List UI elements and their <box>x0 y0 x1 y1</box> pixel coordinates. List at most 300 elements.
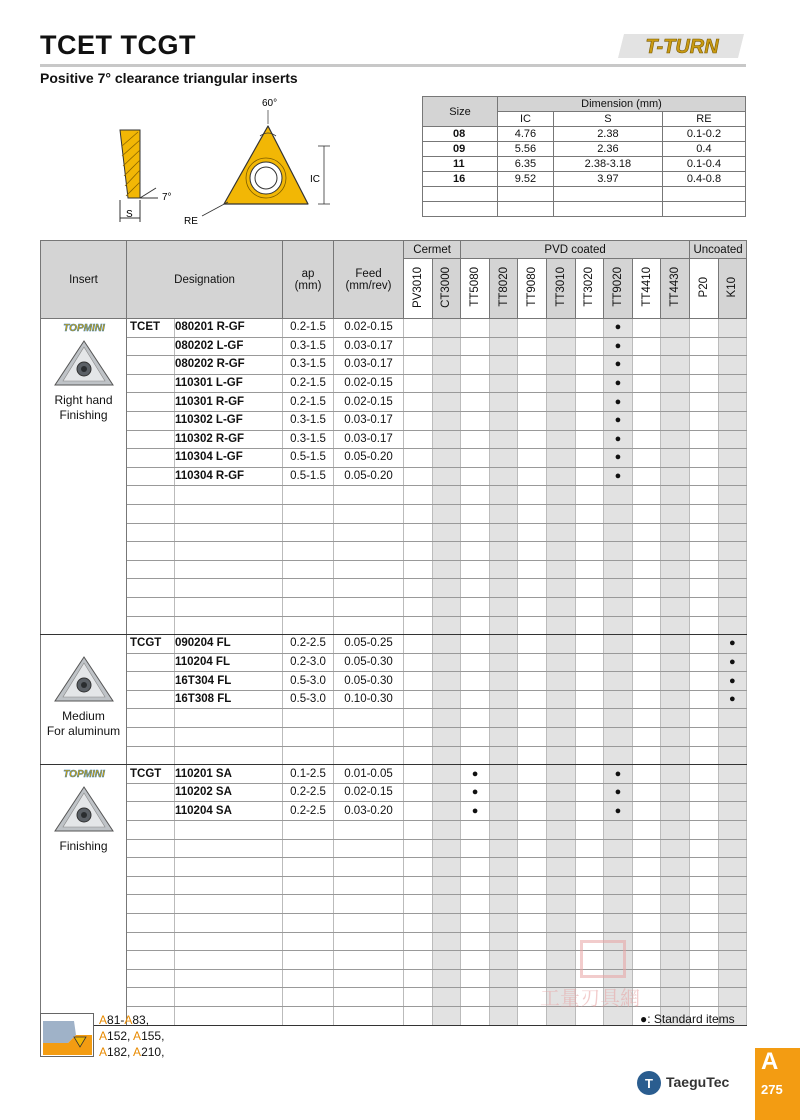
grade-cell <box>489 486 518 505</box>
ref-page[interactable]: 83, <box>132 1013 150 1027</box>
ap-cell <box>283 486 334 505</box>
grade-cell <box>518 616 547 635</box>
grade-cell <box>575 635 604 654</box>
grade-cell <box>461 560 490 579</box>
holder-reference-icon <box>40 1013 94 1057</box>
grade-cell <box>661 783 690 802</box>
grade-cell <box>547 728 576 747</box>
grade-cell <box>718 783 747 802</box>
grade-cell <box>547 616 576 635</box>
grade-cell <box>689 914 718 933</box>
grade-cell <box>461 411 490 430</box>
feed-cell: 0.01-0.05 <box>334 765 404 784</box>
grade-cell <box>404 635 433 654</box>
page-subtitle: Positive 7° clearance triangular inserts <box>40 70 298 86</box>
grade-cell <box>689 560 718 579</box>
reference-links <box>99 1012 164 1060</box>
grade-cell <box>689 467 718 486</box>
standard-item-dot-icon: ● <box>614 339 622 352</box>
designation-cell: 110302 R-GF <box>175 430 283 449</box>
grade-cell <box>689 690 718 709</box>
empty-row <box>41 858 747 877</box>
grade-cell <box>547 411 576 430</box>
ref-page[interactable]: 152, <box>107 1029 134 1043</box>
feed-cell: 0.02-0.15 <box>334 783 404 802</box>
designation-cell: 110301 L-GF <box>175 374 283 393</box>
grade-cell <box>718 932 747 951</box>
grade-cell <box>404 504 433 523</box>
grade-cell <box>718 672 747 691</box>
table-row <box>41 765 747 784</box>
grade-cell <box>518 746 547 765</box>
grade-cell <box>718 746 747 765</box>
grade-cell <box>518 653 547 672</box>
grade-header-tt9020 <box>604 259 633 319</box>
designation-cell <box>175 709 283 728</box>
ap-cell <box>283 876 334 895</box>
grade-cell <box>461 319 490 338</box>
ap-cell <box>283 746 334 765</box>
grade-cell <box>575 746 604 765</box>
grade-cell <box>604 821 633 840</box>
grade-cell <box>689 374 718 393</box>
grade-cell <box>604 616 633 635</box>
feed-header: Feed (mm/rev) <box>334 241 404 319</box>
table-row <box>41 690 747 709</box>
insert-image <box>51 653 117 705</box>
grade-cell <box>604 746 633 765</box>
grade-cell <box>661 914 690 933</box>
page-tab <box>755 1048 800 1120</box>
table-row <box>41 467 747 486</box>
grade-cell <box>461 969 490 988</box>
grade-cell <box>604 319 633 338</box>
feed-cell <box>334 932 404 951</box>
grade-cell <box>632 467 661 486</box>
designation-cell <box>175 1006 283 1025</box>
grade-cell <box>404 895 433 914</box>
grade-cell <box>689 746 718 765</box>
grade-cell <box>432 356 461 375</box>
dimension-size-cell: 16 <box>423 172 498 187</box>
grade-cell <box>432 709 461 728</box>
grade-cell <box>689 839 718 858</box>
series-cell <box>127 560 175 579</box>
ap-cell <box>283 969 334 988</box>
feed-cell: 0.02-0.15 <box>334 393 404 412</box>
empty-row <box>41 951 747 970</box>
grade-cell <box>604 597 633 616</box>
grade-cell <box>404 765 433 784</box>
grade-cell <box>432 951 461 970</box>
grade-cell <box>432 449 461 468</box>
grade-cell <box>604 449 633 468</box>
grade-cell <box>718 969 747 988</box>
series-cell: TCGT <box>127 635 175 654</box>
feed-cell <box>334 895 404 914</box>
ap-cell: 0.5-1.5 <box>283 449 334 468</box>
grade-cell <box>661 876 690 895</box>
dimension-row <box>423 127 746 142</box>
grade-cell <box>718 449 747 468</box>
grade-header-p20 <box>689 259 718 319</box>
grade-cell <box>489 783 518 802</box>
grade-cell <box>661 932 690 951</box>
grade-cell <box>461 765 490 784</box>
grade-cell <box>518 319 547 338</box>
grade-cell <box>718 337 747 356</box>
grade-cell <box>432 802 461 821</box>
grade-cell <box>547 914 576 933</box>
clearance-angle-label: 7° <box>162 192 172 203</box>
grade-cell <box>632 411 661 430</box>
grade-cell <box>632 523 661 542</box>
grade-cell <box>547 746 576 765</box>
grade-cell <box>604 635 633 654</box>
grade-cell <box>689 951 718 970</box>
empty-row <box>41 876 747 895</box>
insert-image <box>51 783 117 835</box>
dimension-row <box>423 172 746 187</box>
insert-application-label: Finishing <box>59 839 108 854</box>
grade-cell <box>461 653 490 672</box>
grade-cell <box>575 337 604 356</box>
grade-cell <box>432 560 461 579</box>
ap-cell: 0.3-1.5 <box>283 430 334 449</box>
ap-cell: 0.1-2.5 <box>283 765 334 784</box>
grade-cell <box>547 858 576 877</box>
grade-cell <box>604 374 633 393</box>
designation-cell: 110202 SA <box>175 783 283 802</box>
grade-cell <box>518 374 547 393</box>
ap-cell <box>283 858 334 877</box>
re-header: RE <box>662 112 745 127</box>
grade-cell <box>518 356 547 375</box>
grade-cell <box>547 560 576 579</box>
grade-cell <box>547 783 576 802</box>
grade-cell <box>604 728 633 747</box>
dimension-s-cell: 2.38 <box>553 127 662 142</box>
grade-cell <box>689 356 718 375</box>
taegutec-logo-icon <box>636 1070 662 1096</box>
grade-cell <box>718 616 747 635</box>
designation-cell: 080202 L-GF <box>175 337 283 356</box>
designation-cell <box>175 746 283 765</box>
series-cell <box>127 597 175 616</box>
grade-label: K10 <box>726 276 739 298</box>
grade-cell <box>432 579 461 598</box>
grade-cell <box>404 523 433 542</box>
grade-label: CT3000 <box>440 266 453 308</box>
grade-cell <box>547 597 576 616</box>
grade-cell <box>604 765 633 784</box>
standard-item-dot-icon: ● <box>614 767 622 780</box>
table-row <box>41 337 747 356</box>
dimension-s-cell: 2.36 <box>553 142 662 157</box>
grade-cell <box>461 635 490 654</box>
grade-cell <box>604 486 633 505</box>
series-cell <box>127 542 175 561</box>
grade-cell <box>604 430 633 449</box>
grade-cell <box>518 876 547 895</box>
designation-cell: 16T304 FL <box>175 672 283 691</box>
grade-cell <box>404 746 433 765</box>
grade-cell <box>718 914 747 933</box>
grade-cell <box>461 579 490 598</box>
feed-cell <box>334 876 404 895</box>
dimension-size-cell: 08 <box>423 127 498 142</box>
grade-cell <box>489 449 518 468</box>
grade-cell <box>604 858 633 877</box>
grade-cell <box>547 319 576 338</box>
grade-cell <box>632 337 661 356</box>
empty-row <box>41 746 747 765</box>
grade-cell <box>518 783 547 802</box>
feed-cell: 0.05-0.20 <box>334 467 404 486</box>
grade-cell <box>432 523 461 542</box>
grade-cell <box>547 542 576 561</box>
grade-cell <box>689 411 718 430</box>
grade-cell <box>547 672 576 691</box>
grade-cell <box>632 728 661 747</box>
grade-cell <box>404 430 433 449</box>
grade-cell <box>489 672 518 691</box>
empty-row <box>41 728 747 747</box>
brand-name: TaeguTec <box>666 1074 730 1090</box>
grade-cell <box>689 783 718 802</box>
empty-row <box>41 486 747 505</box>
grade-cell <box>404 597 433 616</box>
ap-cell <box>283 839 334 858</box>
grade-cell <box>547 486 576 505</box>
table-row <box>41 319 747 338</box>
grade-cell <box>461 449 490 468</box>
standard-item-dot-icon: ● <box>614 432 622 445</box>
grade-cell <box>632 914 661 933</box>
ap-cell: 0.3-1.5 <box>283 337 334 356</box>
series-cell <box>127 783 175 802</box>
grade-cell <box>432 635 461 654</box>
series-cell <box>127 802 175 821</box>
grade-cell <box>718 411 747 430</box>
grade-cell <box>575 597 604 616</box>
dimension-empty-cell <box>662 187 745 202</box>
series-cell <box>127 356 175 375</box>
dimension-size-cell: 11 <box>423 157 498 172</box>
grade-cell <box>404 337 433 356</box>
ap-cell <box>283 523 334 542</box>
dimension-re-cell: 0.4-0.8 <box>662 172 745 187</box>
grade-cell <box>718 319 747 338</box>
feed-cell: 0.05-0.30 <box>334 653 404 672</box>
ref-page[interactable]: 155, <box>141 1029 165 1043</box>
grade-cell <box>518 765 547 784</box>
grade-cell <box>689 579 718 598</box>
grade-cell <box>661 337 690 356</box>
grade-cell <box>404 356 433 375</box>
feed-cell: 0.10-0.30 <box>334 690 404 709</box>
grade-cell <box>432 765 461 784</box>
feed-cell <box>334 951 404 970</box>
grade-cell <box>489 765 518 784</box>
grade-cell <box>404 560 433 579</box>
series-cell <box>127 876 175 895</box>
series-cell <box>127 523 175 542</box>
grade-cell <box>632 876 661 895</box>
designation-cell <box>175 616 283 635</box>
grade-cell <box>432 653 461 672</box>
grade-cell <box>461 783 490 802</box>
grade-cell <box>632 560 661 579</box>
ap-cell <box>283 988 334 1007</box>
grade-cell <box>432 672 461 691</box>
ref-letter: A <box>133 1045 142 1059</box>
grade-cell <box>661 374 690 393</box>
grade-cell <box>632 393 661 412</box>
grade-cell <box>632 858 661 877</box>
grade-cell <box>432 411 461 430</box>
grade-cell <box>604 802 633 821</box>
table-row <box>41 635 747 654</box>
empty-row <box>41 895 747 914</box>
table-row <box>41 393 747 412</box>
grade-cell <box>632 597 661 616</box>
grade-cell <box>689 449 718 468</box>
ref-page[interactable]: 210, <box>141 1045 165 1059</box>
grade-cell <box>518 690 547 709</box>
grade-cell <box>518 579 547 598</box>
title-divider <box>40 64 746 67</box>
grade-cell <box>489 802 518 821</box>
ap-cell <box>283 597 334 616</box>
grade-cell <box>718 765 747 784</box>
series-cell <box>127 504 175 523</box>
grade-cell <box>689 672 718 691</box>
grade-cell <box>404 783 433 802</box>
series-cell <box>127 616 175 635</box>
insert-cell <box>41 319 127 635</box>
size-header: Size <box>423 97 498 127</box>
ap-cell: 0.2-2.5 <box>283 802 334 821</box>
grade-cell <box>518 914 547 933</box>
grade-cell <box>575 393 604 412</box>
ap-cell <box>283 542 334 561</box>
svg-text:TOPMINI: TOPMINI <box>62 323 105 333</box>
ap-cell <box>283 728 334 747</box>
standard-item-dot-icon: ● <box>471 767 479 780</box>
grade-cell <box>432 690 461 709</box>
standard-item-dot-icon: ● <box>614 358 622 371</box>
feed-cell <box>334 709 404 728</box>
grade-header-tt9080 <box>518 259 547 319</box>
standard-item-dot-icon: ● <box>614 786 622 799</box>
designation-cell <box>175 895 283 914</box>
standard-item-dot-icon: ● <box>614 414 622 427</box>
grade-cell <box>689 597 718 616</box>
insert-image <box>51 337 117 389</box>
grade-cell <box>489 914 518 933</box>
ref-letter: A <box>99 1029 108 1043</box>
grade-cell <box>575 709 604 728</box>
grade-cell <box>432 430 461 449</box>
grade-cell <box>518 895 547 914</box>
grade-cell <box>718 728 747 747</box>
standard-item-dot-icon: ● <box>614 377 622 390</box>
designation-cell: 16T308 FL <box>175 690 283 709</box>
grade-cell <box>518 672 547 691</box>
grade-cell <box>661 672 690 691</box>
dimension-size-cell: 09 <box>423 142 498 157</box>
grade-cell <box>718 690 747 709</box>
series-cell <box>127 951 175 970</box>
grade-cell <box>432 597 461 616</box>
grade-label: TT4430 <box>669 267 682 307</box>
ic-header: IC <box>498 112 554 127</box>
grade-cell <box>632 690 661 709</box>
standard-item-dot-icon: ● <box>471 786 479 799</box>
dimension-row <box>423 157 746 172</box>
grade-cell <box>661 709 690 728</box>
empty-row <box>41 579 747 598</box>
grade-cell <box>461 542 490 561</box>
designation-cell: 080202 R-GF <box>175 356 283 375</box>
grade-cell <box>632 839 661 858</box>
grade-cell <box>547 337 576 356</box>
grade-cell <box>547 709 576 728</box>
grade-cell <box>547 430 576 449</box>
grade-cell <box>575 319 604 338</box>
grade-cell <box>461 467 490 486</box>
t-turn-logo <box>616 30 748 62</box>
designation-cell: 110302 L-GF <box>175 411 283 430</box>
uncoated-header: Uncoated <box>689 241 746 259</box>
table-row <box>41 672 747 691</box>
grade-cell <box>661 560 690 579</box>
grade-cell <box>432 504 461 523</box>
grade-cell <box>432 783 461 802</box>
grade-label: P20 <box>697 276 710 298</box>
grade-cell <box>575 728 604 747</box>
grade-cell <box>461 337 490 356</box>
feed-cell <box>334 839 404 858</box>
series-cell <box>127 374 175 393</box>
series-cell <box>127 579 175 598</box>
grade-cell <box>489 821 518 840</box>
grade-cell <box>489 690 518 709</box>
grade-cell <box>489 709 518 728</box>
grade-cell <box>518 486 547 505</box>
dimension-empty-row <box>423 202 746 217</box>
grade-cell <box>432 821 461 840</box>
grade-cell <box>489 579 518 598</box>
series-cell <box>127 449 175 468</box>
designation-cell: 080201 R-GF <box>175 319 283 338</box>
grade-cell <box>575 802 604 821</box>
ap-cell: 0.5-3.0 <box>283 690 334 709</box>
grade-cell <box>661 542 690 561</box>
series-cell <box>127 337 175 356</box>
standard-item-dot-icon: ● <box>729 655 736 668</box>
grade-cell <box>632 319 661 338</box>
ref-page[interactable]: 182, <box>107 1045 134 1059</box>
ref-page[interactable]: 81- <box>107 1013 125 1027</box>
grade-cell <box>518 560 547 579</box>
designation-cell <box>175 560 283 579</box>
designation-cell: 090204 FL <box>175 635 283 654</box>
svg-text:TOPMINI: TOPMINI <box>62 769 105 780</box>
designation-cell: 110204 SA <box>175 802 283 821</box>
grade-label: TT4410 <box>640 267 653 307</box>
